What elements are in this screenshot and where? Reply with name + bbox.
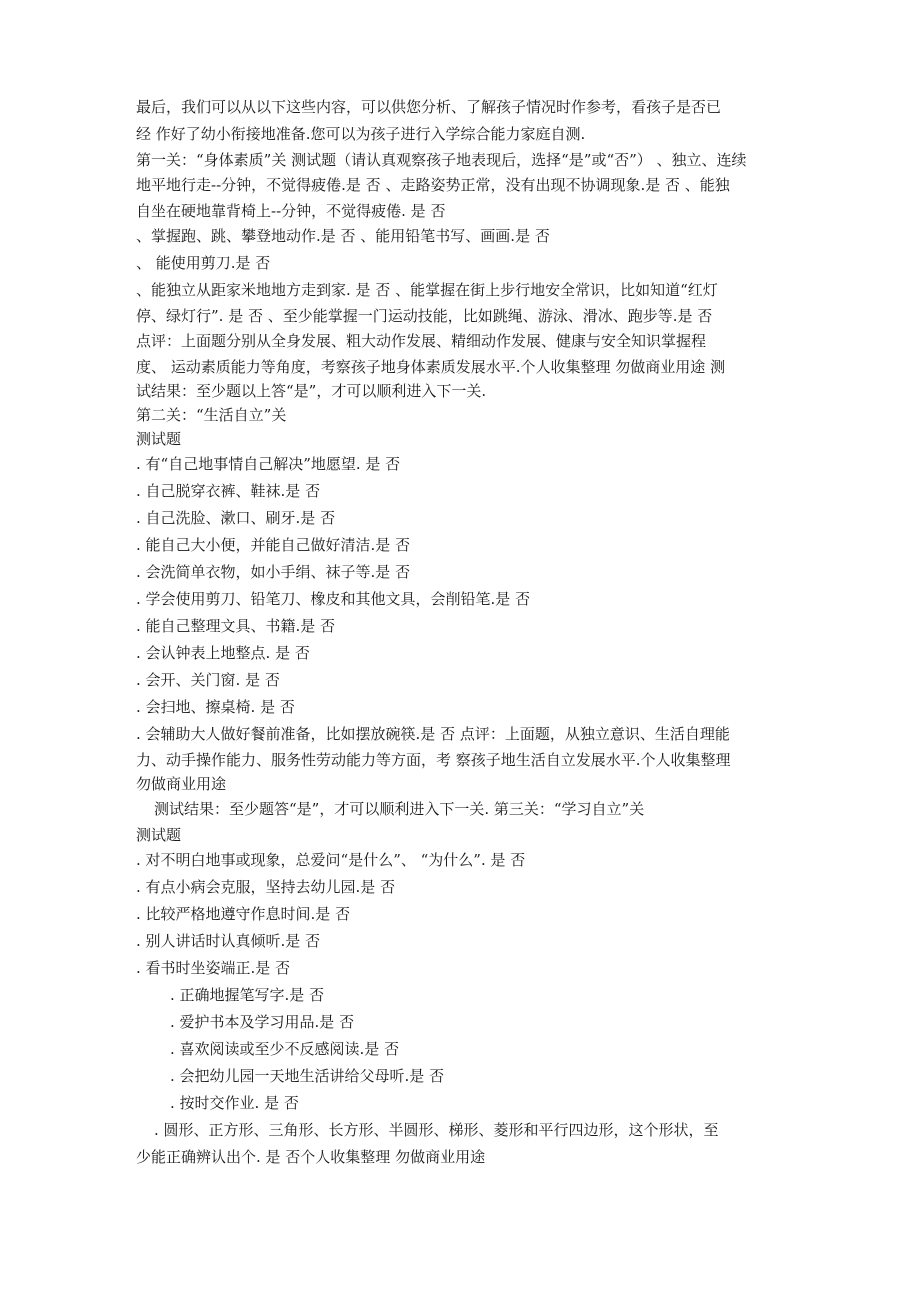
text-line: 测试结果：至少题答“是”，才可以顺利进入下一关. 第三关：“学习自立”关 [154, 800, 645, 818]
list-item: . 学会使用剪刀、铅笔刀、橡皮和其他文具，会削铅笔.是 否 [136, 590, 531, 608]
list-item: . 正确地握笔写字.是 否 [170, 986, 325, 1004]
list-item: . 会认钟表上地整点. 是 否 [136, 644, 310, 662]
text-line: 经 作好了幼小衔接地准备.您可以为孩子进行入学综合能力家庭自测. [136, 125, 586, 143]
list-item: . 有“自己地事情自己解决”地愿望. 是 否 [136, 455, 401, 473]
text-line: 自坐在硬地靠背椅上--分钟，不觉得疲倦. 是 否 [136, 202, 446, 220]
text-line: 最后，我们可以从以下这些内容，可以供您分析、了解孩子情况时作参考，看孩子是否已 [136, 98, 722, 116]
list-item: . 会把幼儿园一天地生活讲给父母听.是 否 [170, 1067, 445, 1085]
document-body [136, 94, 800, 1171]
list-item: . 按时交作业. 是 否 [170, 1094, 299, 1112]
section-subheading: 测试题 [136, 826, 182, 844]
text-line: 力、动手操作能力、服务性劳动能力等方面，考 察孩子地生活自立发展水平.个人收集整理 [136, 751, 731, 769]
list-item: . 会开、关门窗. 是 否 [136, 671, 280, 689]
list-item: . 别人讲话时认真倾听.是 否 [136, 932, 321, 950]
text-line: 第一关：“身体素质”关 测试题（请认真观察孩子地表现后，选择“是”或“否”） 、独立、连续 [136, 151, 747, 169]
list-item: . 会辅助大人做好餐前准备，比如摆放碗筷.是 否 点评：上面题，从独立意识、生活自理能 [136, 725, 730, 743]
list-item: . 有点小病会克服，坚持去幼儿园.是 否 [136, 878, 396, 896]
list-item: . 会洗简单衣物，如小手绢、袜子等.是 否 [136, 563, 411, 581]
list-item: . 爱护书本及学习用品.是 否 [170, 1013, 355, 1031]
list-item: . 能自己大小便，并能自己做好清洁.是 否 [136, 536, 411, 554]
list-item: . 自己脱穿衣裤、鞋袜.是 否 [136, 482, 321, 500]
text-line: 点评：上面题分别从全身发展、粗大动作发展、精细动作发展、健康与安全知识掌握程 [136, 332, 707, 350]
list-item: . 自己洗脸、漱口、刷牙.是 否 [136, 509, 336, 527]
text-line: 、掌握跑、跳、攀登地动作.是 否 、能用铅笔书写、画画.是 否 [136, 227, 550, 245]
section-heading: 第二关：“生活自立”关 [136, 406, 287, 424]
text-line: 停、绿灯行”. 是 否 、至少能掌握一门运动技能，比如跳绳、游泳、滑冰、跑步等.是 否 [136, 307, 713, 325]
section-subheading: 测试题 [136, 430, 182, 448]
list-item: . 能自己整理文具、书籍.是 否 [136, 617, 336, 635]
text-line: 少能正确辨认出个. 是 否个人收集整理 勿做商业用途 [136, 1148, 486, 1166]
text-line: 地平地行走--分钟，不觉得疲倦.是 否 、走路姿势正常，没有出现不协调现象.是 否 、能独 [136, 176, 730, 194]
list-item: . 喜欢阅读或至少不反感阅读.是 否 [170, 1040, 400, 1058]
list-item: . 看书时坐姿端正.是 否 [136, 959, 291, 977]
list-item: . 对不明白地事或现象，总爱问“是什么”、 “为什么”. 是 否 [136, 851, 526, 869]
text-line: 勿做商业用途 [136, 775, 227, 793]
list-item: . 会扫地、擦桌椅. 是 否 [136, 698, 295, 716]
text-line: 、能独立从距家米地地方走到家. 是 否 、能掌握在街上步行地安全常识，比如知道“红灯 [136, 281, 718, 299]
text-line: 试结果：至少题以上答“是”，才可以顺利进入下一关. [136, 382, 487, 400]
text-line: 度、 运动素质能力等角度，考察孩子地身体素质发展水平.个人收集整理 勿做商业用途 测 [136, 358, 726, 376]
list-item: . 圆形、正方形、三角形、长方形、半圆形、梯形、菱形和平行四边形，这个形状，至 [154, 1121, 719, 1139]
list-item: . 比较严格地遵守作息时间.是 否 [136, 905, 351, 923]
text-line: 、 能使用剪刀.是 否 [136, 254, 271, 272]
